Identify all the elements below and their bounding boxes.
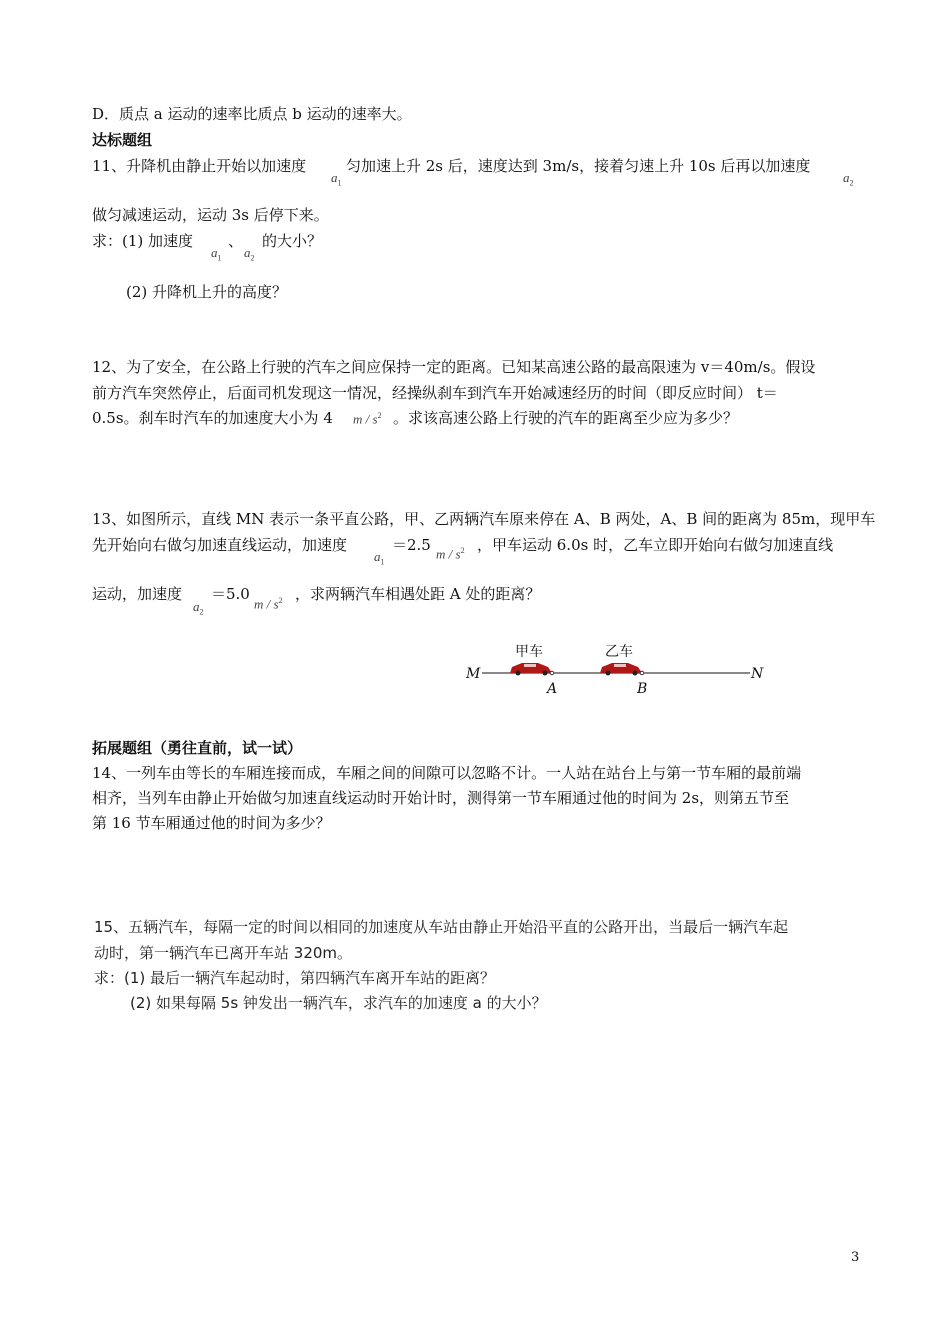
label-m: M [466, 666, 481, 682]
q13-line2-part2: ，甲车运动 6.0s 时，乙车立即开始向右做匀加速直线 [477, 536, 834, 554]
q13-a1-unit: m / $s^2$ [436, 546, 465, 562]
q15-line2: 动时，第一辆汽车已离开车站 320m。 [94, 944, 353, 962]
q14-line1: 14、一列车由等长的车厢连接而成，车厢之间的间隙可以忽略不计。一人站在站台上与第一节车厢的最前端 [92, 764, 802, 782]
q11-ask-part1: 求：(1) 加速度 [92, 232, 194, 250]
option-d: D．质点 a 运动的速率比质点 b 运动的速率大。 [92, 105, 412, 123]
section-heading-standard: 达标题组 [92, 131, 153, 149]
car-b-wheel-front [633, 671, 638, 676]
q11-a2-symbol: $a_2$ [843, 170, 854, 188]
q15-ask2: (2) 如果每隔 5s 钟发出一辆汽车，求汽车的加速度 a 的大小？ [130, 994, 547, 1012]
q11-sub2: (2) 升降机上升的高度？ [126, 283, 288, 301]
page-number: 3 [851, 1250, 860, 1265]
q13-a1-symbol: $a_1$ [374, 549, 385, 567]
q13-a1-value: ＝2.5 [392, 536, 431, 554]
car-b-icon [600, 663, 642, 676]
point-b-marker [640, 671, 644, 675]
q13-a2-value: ＝5.0 [211, 585, 250, 603]
q13-a2-unit: m / $s^2$ [254, 596, 283, 612]
q12-line3-part1: 0.5s。刹车时汽车的加速度大小为 4 [92, 409, 333, 427]
q14-line3: 第 16 节车厢通过他的时间为多少？ [92, 814, 331, 832]
q11-ask-a2-symbol: $a_2$ [244, 245, 255, 263]
car-b-wheel-rear [606, 671, 611, 676]
q11-line1-part1: 11、升降机由静止开始以加速度 [92, 157, 307, 175]
point-a-marker [550, 671, 554, 675]
q11-line1-part2: 匀加速上升 2s 后，速度达到 3m/s，接着匀速上升 10s 后再以加速度 [346, 157, 811, 175]
q11-ask-separator: 、 [228, 232, 244, 250]
car-a-label: 甲车 [515, 644, 543, 660]
q11-ask-a1-symbol: $a_1$ [211, 245, 222, 263]
q14-line2: 相齐，当列车由静止开始做匀加速直线运动时开始计时，测得第一节车厢通过他的时间为 2s，则第五节至 [92, 789, 790, 807]
q13-line3-part2: ，求两辆汽车相遇处距 A 处的距离？ [295, 585, 541, 603]
q15-ask1: 求：(1) 最后一辆汽车起动时，第四辆汽车离开车站的距离？ [94, 969, 496, 987]
q12-line3-part2: 。求该高速公路上行驶的汽车的距离至少应为多少？ [393, 409, 739, 427]
q11-ask-part2: 的大小？ [262, 232, 323, 250]
car-b-label: 乙车 [605, 644, 633, 660]
car-b-window [614, 664, 626, 667]
car-a-wheel-rear [516, 671, 521, 676]
q12-unit: m / $s^2$ [353, 411, 382, 427]
label-n: N [751, 666, 764, 682]
road-diagram [460, 638, 770, 698]
q13-line2-part1: 先开始向右做匀加速直线运动，加速度 [92, 536, 348, 554]
q12-line2: 前方汽车突然停止，后面司机发现这一情况，经操纵刹车到汽车开始减速经历的时间（即反应时间） t＝ [92, 384, 778, 402]
q15-line1: 15、五辆汽车，每隔一定的时间以相同的加速度从车站由静止开始沿平直的公路开出，当最后一辆汽车起 [94, 918, 789, 936]
q11-a1-symbol: $a_1$ [331, 170, 342, 188]
label-b: B [637, 681, 648, 697]
car-a-wheel-front [543, 671, 548, 676]
car-a-icon [510, 663, 552, 676]
q11-line2: 做匀减速运动，运动 3s 后停下来。 [92, 206, 329, 224]
q13-a2-symbol: $a_2$ [193, 599, 204, 617]
label-a: A [547, 681, 558, 697]
q13-line1: 13、如图所示，直线 MN 表示一条平直公路，甲、乙两辆汽车原来停在 A、B 两处，A、B 间的距离为 85m，现甲车 [92, 510, 876, 528]
car-a-window [524, 664, 536, 667]
q12-line1: 12、为了安全，在公路上行驶的汽车之间应保持一定的距离。已知某高速公路的最高限速为 v＝40m/s。假设 [92, 358, 816, 376]
section-heading-extension: 拓展题组（勇往直前，试一试） [92, 739, 303, 757]
q13-line3-part1: 运动，加速度 [92, 585, 183, 603]
